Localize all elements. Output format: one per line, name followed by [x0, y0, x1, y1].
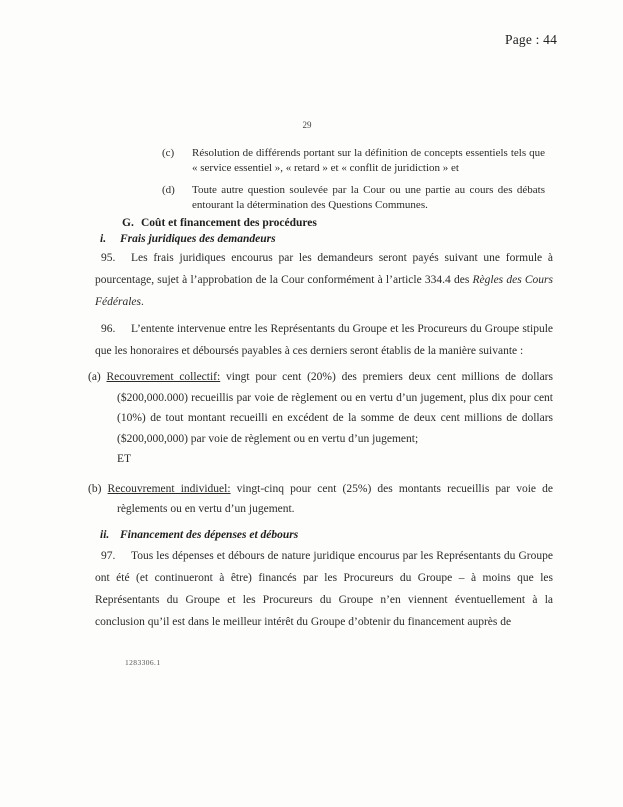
heading-section-g	[122, 215, 553, 231]
list-item-b-label: Recouvrement individuel:	[107, 482, 231, 495]
heading-subsection-i	[100, 231, 553, 247]
list-item-d	[162, 183, 545, 213]
paragraph-95-text-end: .	[140, 296, 144, 308]
paragraph-95-citation: Règles des Cours Fédérales	[95, 274, 553, 308]
list-item-b	[88, 479, 553, 520]
heading-subsection-ii-label: Financement des dépenses et débours	[120, 528, 299, 541]
doc-page-number: 29	[302, 120, 312, 130]
list-item-a-marker: (a)	[88, 371, 101, 383]
paragraph-97-number: 97.	[101, 549, 116, 562]
paragraph-96-text: L’entente intervenue entre les Représentants du Groupe et les Procureurs du Groupe stipule que les honoraires et déboursés payables à ces derniers seront établis de la manière suivante :	[95, 323, 553, 357]
paragraph-95-text: Les frais juridiques encourus par les demandeurs seront payés suivant une formule à pourcentage, sujet à l’approbation de la Cour conformément à l’article 334.4 des	[95, 252, 553, 286]
paragraph-95	[95, 247, 553, 313]
page-header-label: Page : 44	[505, 32, 558, 47]
paragraph-96	[95, 318, 553, 362]
paragraph-96-number: 96.	[101, 323, 116, 335]
list-item-a-label: Recouvrement collectif:	[106, 371, 221, 383]
list-item-c-text: Résolution de différends portant sur la définition de concepts essentiels tels que « service essentiel », « retard » et « conflit de juridiction » et	[192, 147, 545, 174]
document-content	[88, 146, 553, 633]
heading-subsection-i-label: Frais juridiques des demandeurs	[120, 233, 276, 245]
list-item-a-suffix: ET	[117, 453, 132, 465]
list-item-a-text: vingt pour cent (20%) des premiers deux cent millions de dollars ($200,000.000) recueillis par voie de règlement ou en vertu d’un jugement, plus dix pour cent (10%) de tout montant recueilli en excédent de la somme de deux cent millions de dollars ($200,000,000) par voie de règlement ou en vertu d’un jugement;	[117, 371, 553, 445]
heading-section-g-marker: G.	[122, 217, 134, 229]
heading-section-g-label: Coût et financement des procédures	[141, 217, 317, 229]
list-item-b-marker: (b)	[88, 482, 102, 495]
footer-doc-number: 1283306.1	[125, 658, 161, 667]
paragraph-95-number: 95.	[101, 252, 116, 264]
list-item-a	[88, 367, 553, 470]
heading-subsection-ii-marker: ii.	[100, 528, 110, 541]
paragraph-97-text: Tous les dépenses et débours de nature juridique encourus par les Représentants du Groupe ont été (et continueront à être) financés par les Procureurs du Groupe – à moins que les Représentants du Groupe et les Procureurs du Groupe n’en viennent éventuellement à la conclusion qu’il est dans le meilleur intérêt du Groupe d’obtenir du financement auprès de	[95, 549, 553, 628]
list-item-c	[162, 146, 545, 176]
list-item-d-text: Toute autre question soulevée par la Cour ou une partie au cours des débats entourant la détermination des Questions Communes.	[192, 184, 545, 211]
list-item-d-marker: (d)	[162, 184, 175, 196]
list-item-b-text: vingt-cinq pour cent (25%) des montants recueillis par voie de règlements ou en vertu d’un jugement.	[117, 482, 553, 515]
heading-subsection-ii	[100, 527, 553, 543]
paragraph-97	[95, 545, 553, 633]
list-item-c-marker: (c)	[162, 147, 175, 159]
heading-subsection-i-marker: i.	[100, 233, 107, 245]
